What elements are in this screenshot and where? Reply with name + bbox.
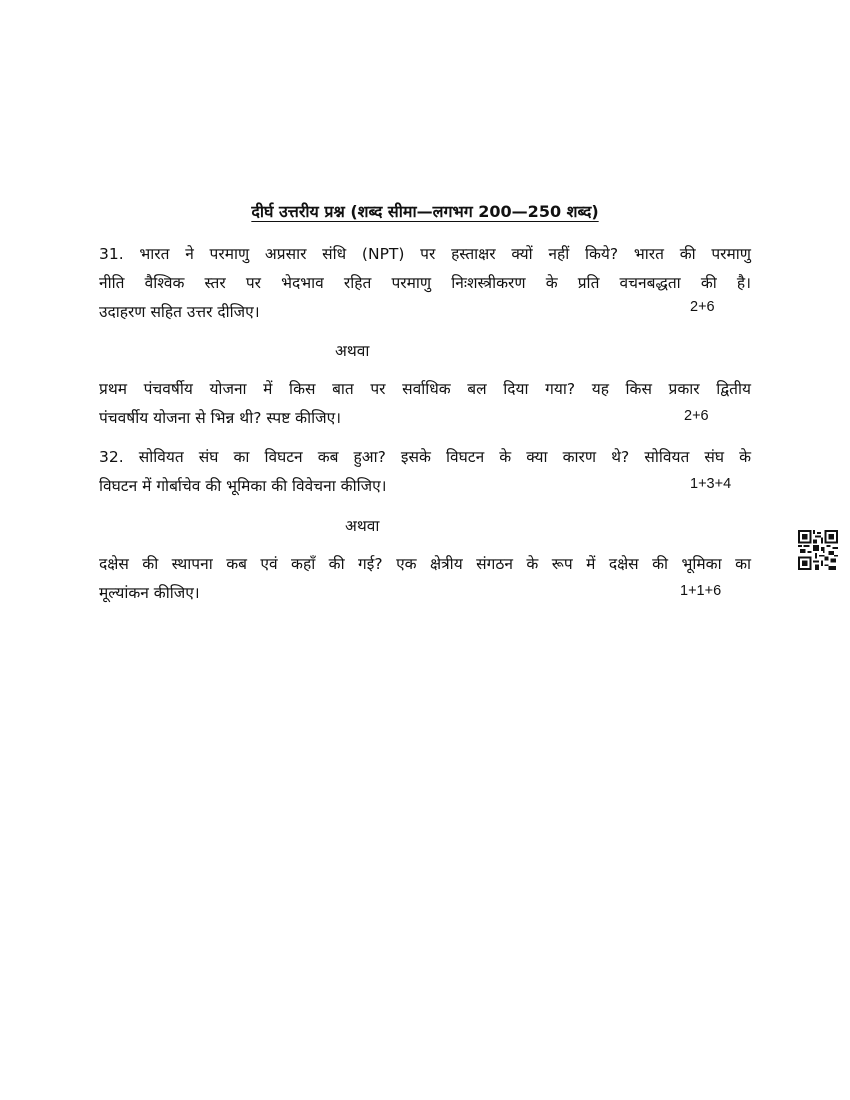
qr-code-icon (798, 530, 838, 570)
marks-q32: 1+3+4 (690, 476, 732, 492)
marks-q31-alt: 2+6 (684, 408, 709, 424)
marks-q32-alt: 1+1+6 (680, 583, 722, 599)
question-line: प्रथम पंचवर्षीय योजना में किस बात पर सर्वाधिक बल दिया गया? यह किस प्रकार द्वितीय (99, 380, 751, 398)
question-31 (99, 240, 751, 327)
or-label: अथवा (335, 342, 370, 360)
question-line: विघटन में गोर्बाचेव की भूमिका की विवेचना कीजिए। (99, 477, 387, 495)
question-line: उदाहरण सहित उत्तर दीजिए। (99, 303, 260, 321)
question-line: दक्षेस की स्थापना कब एवं कहाँ की गई? एक क्षेत्रीय संगठन के रूप में दक्षेस की भूमिका का (99, 555, 751, 573)
or-label: अथवा (345, 517, 380, 535)
question-32-alternative (99, 550, 751, 608)
question-line: पंचवर्षीय योजना से भिन्न थी? स्पष्ट कीजिए। (99, 409, 342, 427)
question-line: 32. सोवियत संघ का विघटन कब हुआ? इसके विघटन के क्या कारण थे? सोवियत संघ के (99, 448, 751, 466)
question-line: नीति वैश्विक स्तर पर भेदभाव रहित परमाणु निःशस्त्रीकरण के प्रति वचनबद्धता की है। (99, 274, 751, 292)
question-31-alternative (99, 375, 751, 433)
question-32 (99, 443, 751, 501)
marks-q31: 2+6 (690, 299, 715, 315)
section-heading: दीर्घ उत्तरीय प्रश्न (शब्द सीमा—लगभग 200—250 शब्द) (251, 202, 599, 221)
question-line: मूल्यांकन कीजिए। (99, 584, 200, 602)
question-line: 31. भारत ने परमाणु अप्रसार संधि (NPT) पर हस्ताक्षर क्यों नहीं किये? भारत की परमाणु (99, 245, 751, 263)
